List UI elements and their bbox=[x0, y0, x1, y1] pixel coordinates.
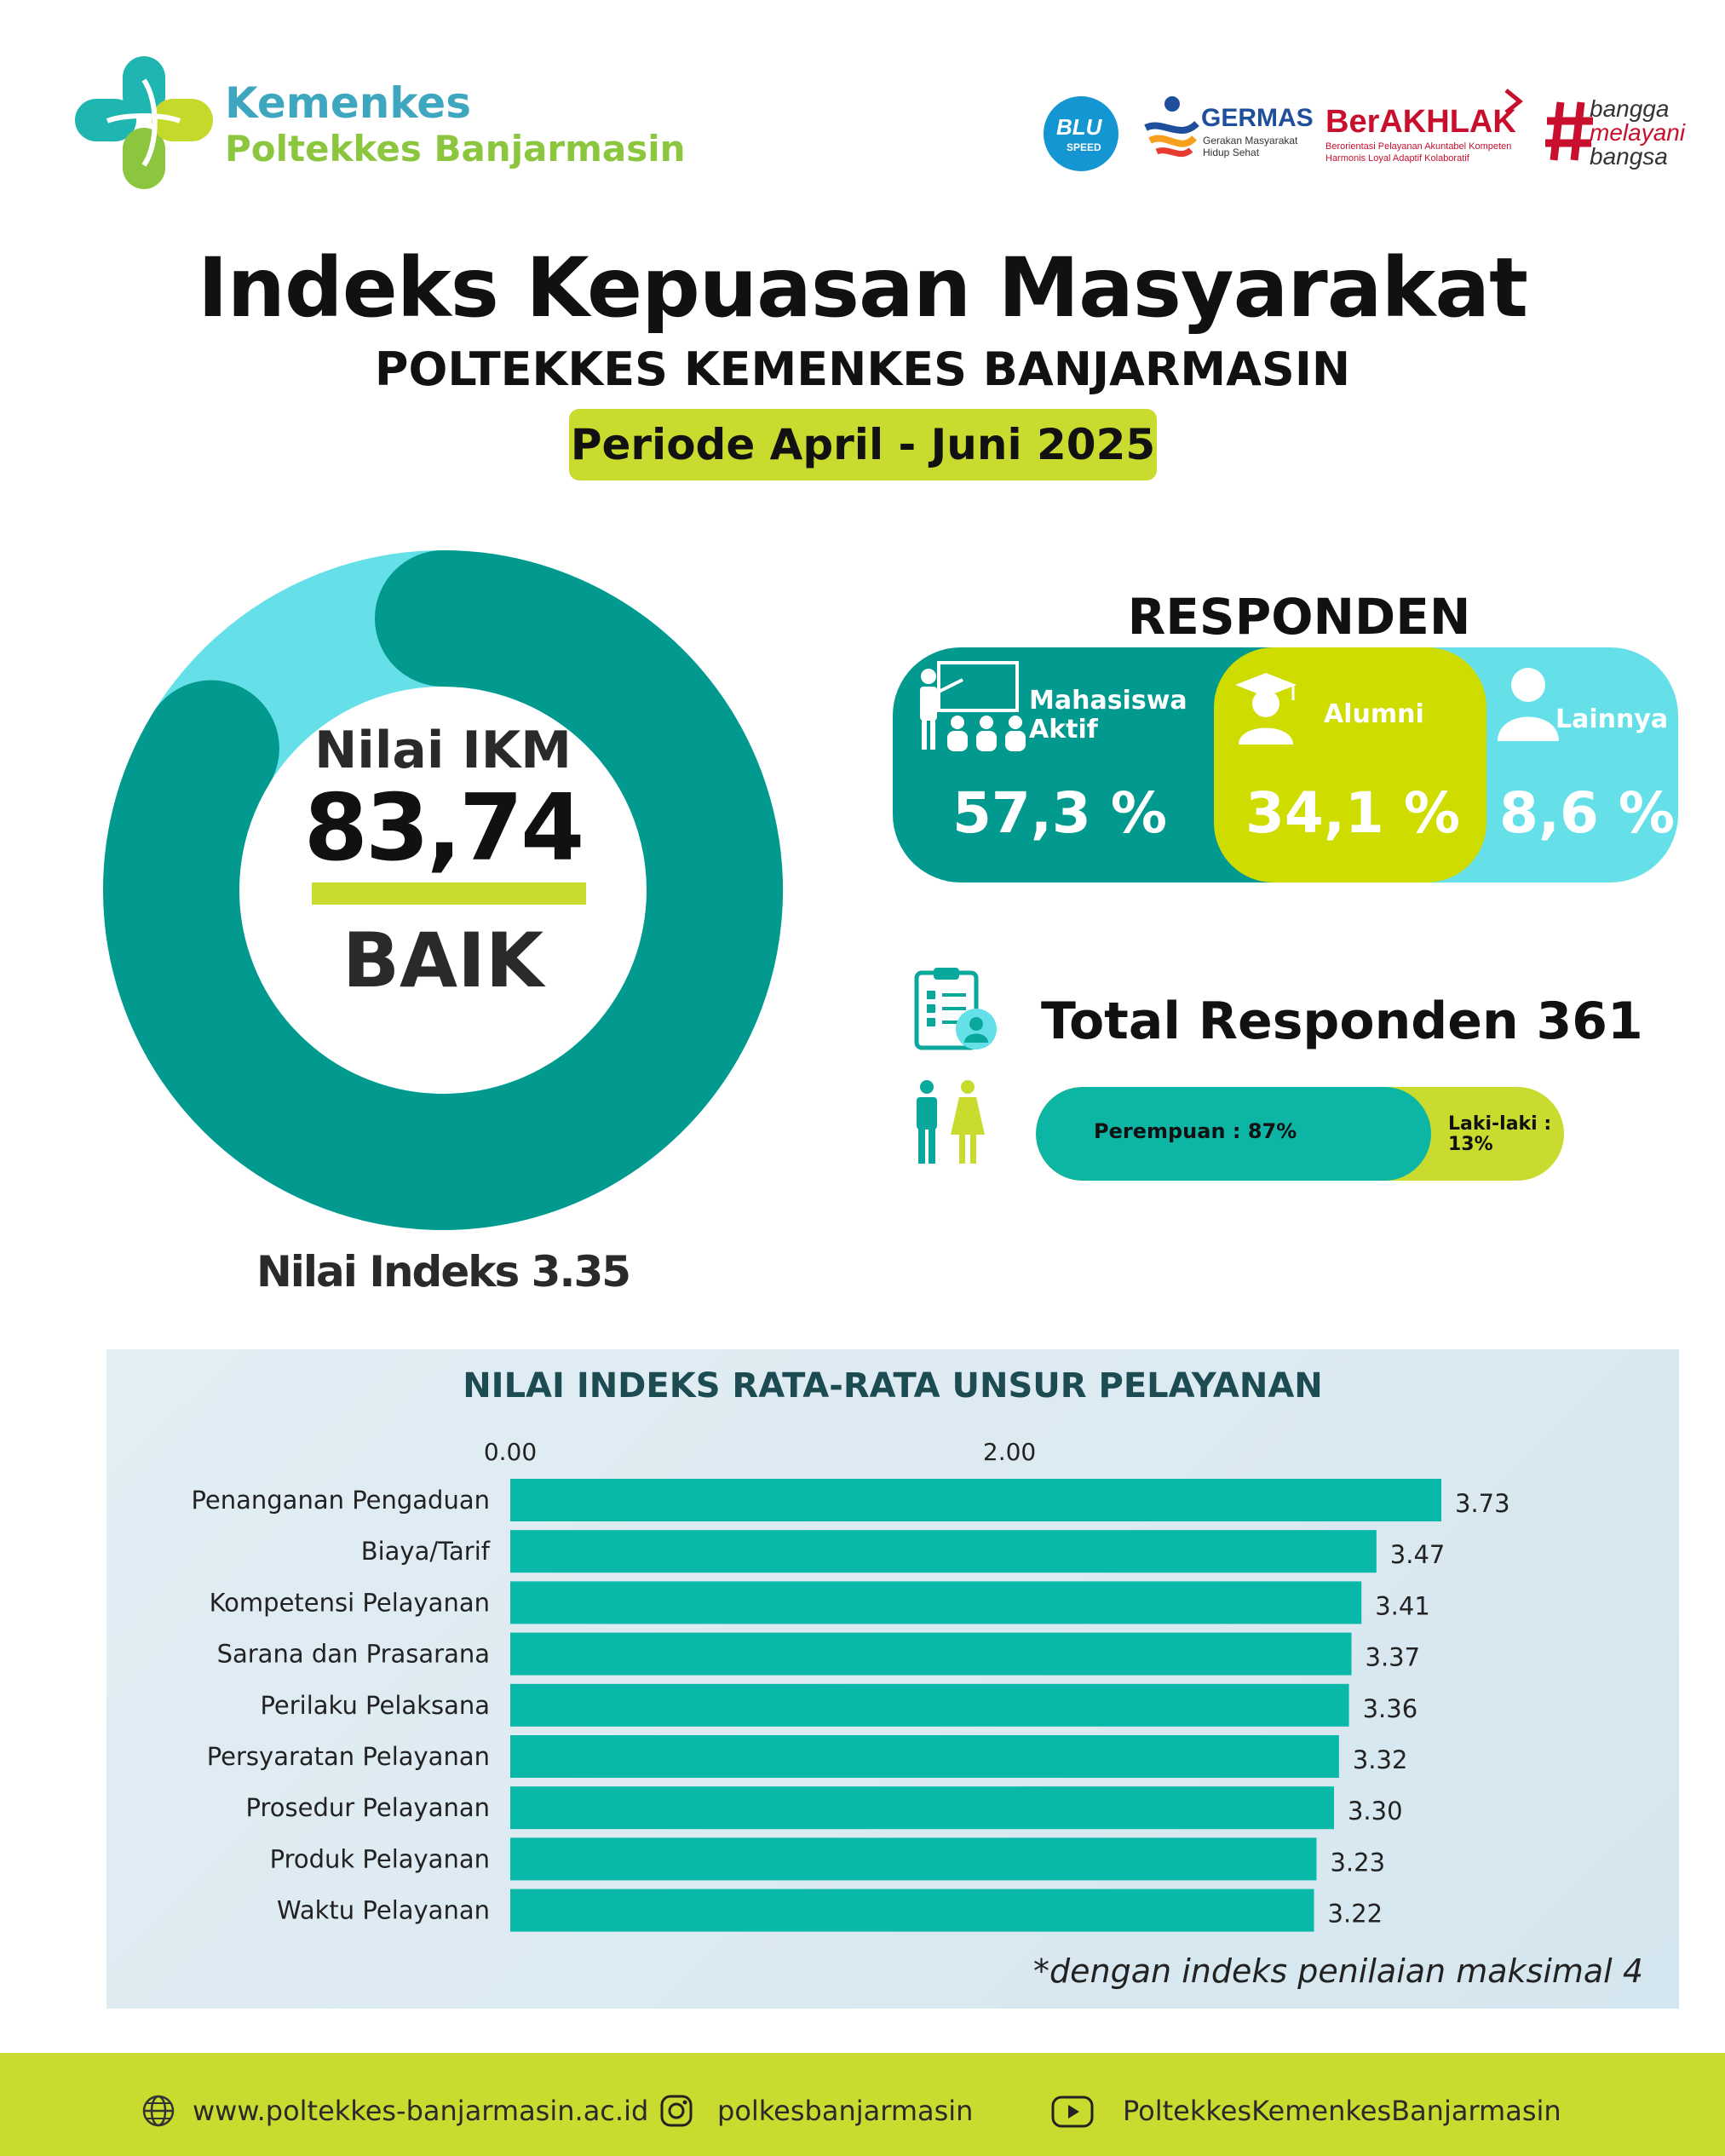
bar-chart-title: NILAI INDEKS RATA-RATA UNSUR PELAYANAN bbox=[463, 1366, 1323, 1406]
x-tick-label: 0.00 bbox=[483, 1438, 538, 1466]
responden-mahasiswa-pct: 57,3 % bbox=[952, 780, 1167, 846]
period-badge: Periode April - Juni 2025 bbox=[569, 409, 1157, 480]
bar-chart bbox=[106, 1431, 1679, 1951]
responden-mahasiswa-label2: Aktif bbox=[1029, 715, 1098, 745]
person-icon bbox=[1496, 664, 1561, 743]
data-label: 3.23 bbox=[1330, 1848, 1386, 1877]
blu-sub: SPEED bbox=[1067, 141, 1101, 153]
ikm-divider bbox=[312, 883, 586, 905]
ikm-label: Nilai IKM bbox=[314, 721, 572, 780]
bar bbox=[510, 1633, 1352, 1676]
bar bbox=[510, 1837, 1316, 1880]
gender-icon bbox=[910, 1080, 988, 1165]
germas-text: GERMAS bbox=[1201, 104, 1314, 132]
page-title: Indeks Kepuasan Masyarakat bbox=[197, 240, 1528, 336]
responden-lainnya-label: Lainnya bbox=[1555, 704, 1669, 734]
bar bbox=[510, 1889, 1314, 1932]
ikm-value: 83,74 bbox=[303, 775, 583, 882]
category-label: Sarana dan Prasarana bbox=[216, 1639, 490, 1669]
instagram-icon bbox=[659, 2094, 693, 2128]
bar bbox=[510, 1684, 1349, 1727]
category-label: Waktu Pelayanan bbox=[277, 1895, 490, 1925]
x-tick-label: 2.00 bbox=[982, 1438, 1037, 1466]
footer-website[interactable]: www.poltekkes-banjarmasin.ac.id bbox=[193, 2095, 649, 2127]
data-label: 3.37 bbox=[1365, 1642, 1421, 1672]
youtube-icon bbox=[1051, 2096, 1094, 2128]
data-label: 3.47 bbox=[1389, 1540, 1446, 1570]
clipboard-user-icon bbox=[913, 966, 998, 1055]
category-label: Prosedur Pelayanan bbox=[245, 1793, 490, 1823]
bar-chart-footnote: *dengan indeks penilaian maksimal 4 bbox=[1033, 1952, 1643, 1990]
bar bbox=[510, 1581, 1361, 1624]
data-label: 3.32 bbox=[1352, 1745, 1408, 1774]
responden-alumni-label: Alumni bbox=[1324, 699, 1424, 729]
footer-youtube[interactable]: PoltekkesKemenkesBanjarmasin bbox=[1123, 2095, 1561, 2127]
org-name-line2: Poltekkes Banjarmasin bbox=[225, 128, 686, 170]
kemenkes-logo bbox=[73, 55, 214, 191]
berakhlak-text: BerAKHLAK bbox=[1325, 104, 1516, 140]
data-label: 3.73 bbox=[1455, 1489, 1510, 1518]
graduate-icon bbox=[1233, 670, 1298, 746]
data-label: 3.30 bbox=[1347, 1797, 1403, 1826]
total-responden: Total Responden 361 bbox=[1041, 992, 1643, 1051]
bar bbox=[510, 1786, 1334, 1829]
blu-text: BLU bbox=[1056, 114, 1102, 140]
nilai-indeks-label: Nilai Indeks 3.35 bbox=[256, 1247, 630, 1296]
footer-instagram[interactable]: polkesbanjarmasin bbox=[717, 2095, 974, 2127]
bar bbox=[510, 1735, 1339, 1778]
category-label: Kompetensi Pelayanan bbox=[209, 1588, 490, 1618]
data-label: 3.41 bbox=[1375, 1591, 1430, 1621]
category-label: Persyaratan Pelayanan bbox=[206, 1742, 490, 1771]
germas-sub1: Gerakan Masyarakat bbox=[1203, 135, 1298, 147]
hashtag-icon bbox=[1544, 99, 1595, 164]
teacher-students-icon bbox=[913, 659, 1032, 755]
responden-title: RESPONDEN bbox=[1127, 588, 1471, 646]
page-subtitle: POLTEKKES KEMENKES BANJARMASIN bbox=[374, 342, 1351, 396]
bar bbox=[510, 1479, 1441, 1521]
germas-sub2: Hidup Sehat bbox=[1203, 147, 1260, 158]
berakhlak-chevron-icon bbox=[1503, 89, 1525, 114]
category-label: Biaya/Tarif bbox=[360, 1537, 490, 1567]
data-label: 3.36 bbox=[1362, 1693, 1418, 1723]
category-label: Produk Pelayanan bbox=[269, 1844, 490, 1874]
bangga-line1: bangga bbox=[1590, 95, 1670, 122]
gender-male-label: Laki-laki : 13% bbox=[1448, 1113, 1552, 1155]
responden-lainnya-pct: 8,6 % bbox=[1499, 780, 1676, 846]
berakhlak-sub2: Harmonis Loyal Adaptif Kolaboratif bbox=[1325, 153, 1469, 164]
responden-mahasiswa-label1: Mahasiswa bbox=[1029, 686, 1187, 716]
globe-icon bbox=[141, 2094, 175, 2128]
berakhlak-sub1: Berorientasi Pelayanan Akuntabel Kompeten bbox=[1325, 141, 1512, 152]
bangga-line3: bangsa bbox=[1590, 143, 1668, 170]
data-label: 3.22 bbox=[1327, 1899, 1383, 1929]
category-label: Penanganan Pengaduan bbox=[191, 1486, 490, 1515]
org-name-line1: Kemenkes bbox=[225, 78, 471, 128]
bar bbox=[510, 1530, 1377, 1572]
category-label: Perilaku Pelaksana bbox=[260, 1690, 490, 1720]
gender-bar bbox=[1036, 1087, 1564, 1181]
ikm-category: BAIK bbox=[342, 917, 544, 1004]
germas-logo bbox=[1141, 94, 1201, 162]
gender-female-label: Perempuan : 87% bbox=[1094, 1119, 1297, 1143]
bangga-line2: melayani bbox=[1590, 119, 1686, 146]
responden-alumni-pct: 34,1 % bbox=[1245, 780, 1460, 846]
